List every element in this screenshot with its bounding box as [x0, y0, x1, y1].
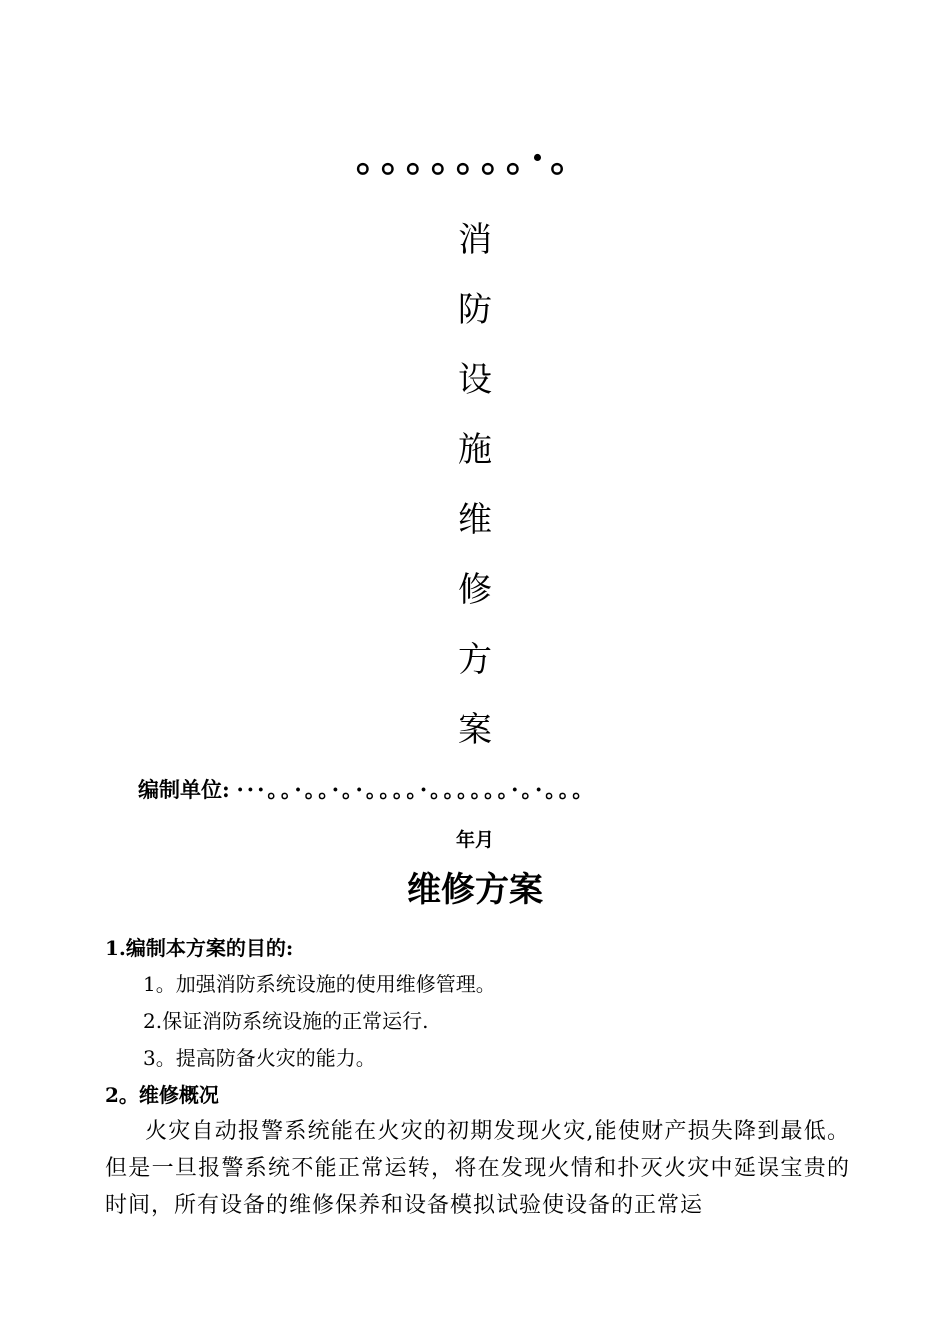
section-2-paragraph: 火灾自动报警系统能在火灾的初期发现火灾,能使财产损失降到最低。但是一旦报警系统不能正常运转，将在发现火情和扑灭火灾中延误宝贵的时间，所有设备的维修保养和设备模拟试验使设备的正常运: [105, 1119, 850, 1218]
compile-unit-label: 编制单位:: [138, 777, 230, 802]
section-1-item: 3。提高防备火灾的能力。: [143, 1046, 376, 1070]
cover-title-char: 修: [458, 570, 492, 610]
section-1-item: 1。加强消防系统设施的使用维修管理。: [143, 972, 496, 996]
cover-title-char: 案: [458, 710, 492, 750]
cover-title-char: 设: [458, 360, 492, 400]
compile-unit-line: [138, 775, 838, 805]
cover-title-char: 防: [458, 290, 492, 330]
cover-title-char: 维: [458, 500, 492, 540]
section-2-title: 2。维修概况: [105, 1083, 219, 1107]
section-1-title: 1.编制本方案的目的:: [105, 936, 294, 960]
cover-title-char: 方: [458, 640, 492, 680]
cover-title-char: 消: [458, 220, 492, 260]
cover-title-char: 施: [458, 430, 492, 470]
document-body: [105, 930, 850, 1224]
cover-title-vertical: [425, 205, 525, 765]
compile-unit-dots: ···。。·。。·。·。。。。·。。。。。。·。·。。。: [236, 777, 597, 802]
date-line: 年月: [455, 829, 494, 851]
cover-dots-row: 。。。。。。。·。: [355, 135, 595, 180]
section-1-item: 2.保证消防系统设施的正常运行.: [143, 1009, 429, 1033]
document-heading: 维修方案: [407, 870, 543, 910]
